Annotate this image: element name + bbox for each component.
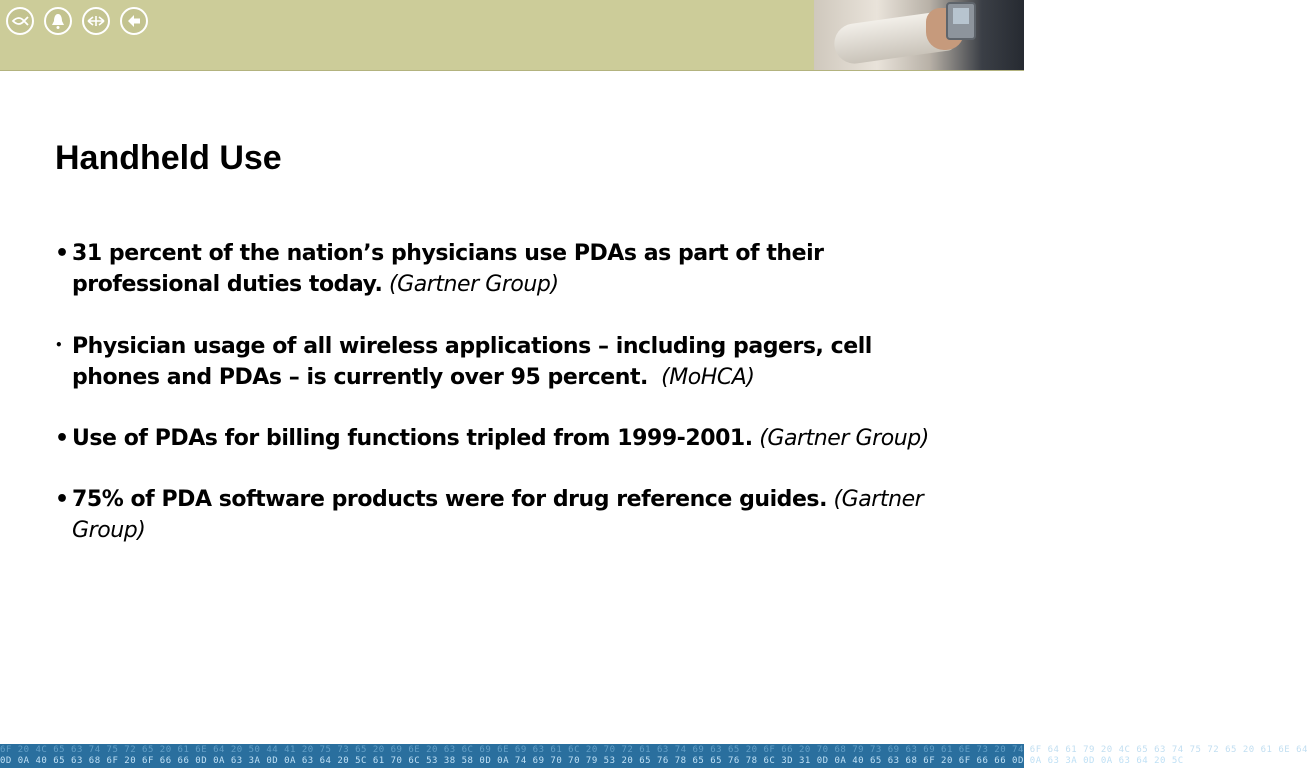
back-arrow-icon (125, 12, 143, 30)
footer-pattern-row: 0D 0A 40 65 63 68 6F 20 6F 66 66 0D 0A 63 3A 0D 0A 63 64 20 5C 61 70 6C 53 38 58 0D 0A 74 69 70 70 79 53 20 65 76 78 65 65 76 78 6C 3D 31 0D 0A 40 65 63 68 6F 20 6F 66 66 0D 0A 63 3A 0D 0A 63 64 20 5C (0, 756, 1184, 766)
home-button[interactable] (44, 7, 72, 35)
bullet-item (55, 423, 935, 454)
bullet-marker: • (55, 338, 63, 352)
bell-icon (49, 12, 67, 30)
bullet-source: (MoHCA) (661, 365, 755, 390)
pda-device-image (946, 2, 976, 40)
arrows-icon (87, 12, 105, 30)
back-button[interactable] (120, 7, 148, 35)
bullet-source: (Gartner Group) (72, 487, 924, 543)
slide-title: Handheld Use (55, 139, 282, 177)
pda-screen (953, 8, 969, 24)
bullet-claim: Use of PDAs for billing functions tripled from 1999-2001. (72, 426, 753, 451)
bullet-marker: • (55, 426, 69, 451)
header-photo-doctor-with-pda (814, 0, 1024, 70)
bullet-source: (Gartner Group) (388, 272, 559, 297)
footer-pattern-row: 6F 20 4C 65 63 74 75 72 65 20 61 6E 64 20 50 44 41 20 75 73 65 20 69 6E 20 63 6C 69 6E 69 63 61 6C 20 70 72 61 63 74 69 63 65 20 6F 66 20 70 68 79 73 69 63 69 61 6E 73 20 74 6F 64 61 79 20 4C 65 63 74 75 72 65 20 61 6E 64 (0, 745, 1308, 755)
bullet-list (55, 238, 935, 576)
bullet-item (55, 238, 935, 300)
footer-hex-pattern-bar (0, 744, 1308, 768)
bullet-item (55, 330, 935, 393)
next-slide-button[interactable] (82, 7, 110, 35)
bullet-claim: 31 percent of the nation’s physicians use PDAs as part of their professional duties today. (72, 241, 824, 297)
bullet-claim: 75% of PDA software products were for drug reference guides. (72, 487, 827, 512)
bullet-claim: Physician usage of all wireless applications – including pagers, cell phones and PDAs – is currently over 95 percent. (72, 334, 872, 390)
bullet-item (55, 484, 935, 546)
bullet-marker: • (55, 241, 69, 266)
fish-icon (11, 12, 29, 30)
slide-header-bar (0, 0, 1024, 71)
bullet-marker: • (55, 487, 69, 512)
bullet-source: (Gartner Group) (759, 426, 929, 451)
previous-slide-button[interactable] (6, 7, 34, 35)
